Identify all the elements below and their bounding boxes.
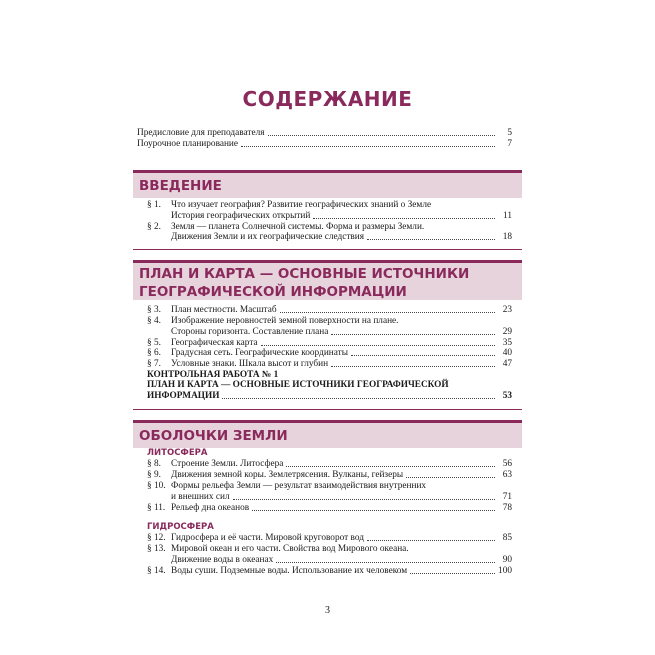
toc-entry: История географических открытий 11 [171,211,512,221]
toc-entry: Стороны горизонта. Составление плана 29 [171,327,512,337]
toc-entry: Географическая карта 35 [171,338,512,348]
section-divider [133,409,522,410]
entry-line: Что изучает география? Развитие географических знаний о Земле [171,200,432,210]
toc-entry: План местности. Масштаб 23 [171,305,512,315]
toc-entry: и внешних сил 71 [171,492,512,502]
toc-entry: Гидросфера и её части. Мировой круговорот вод 85 [171,533,512,543]
toc-entry-test: ИНФОРМАЦИИ 53 [147,391,512,401]
paragraph-number: § 11. [147,503,166,513]
page-number: 3 [325,605,330,616]
toc-entry: Движения земной коры. Землетрясения. Вулканы, гейзеры 63 [171,470,512,480]
paragraph-number: § 13. [147,544,166,554]
entry-line: Изображение неровностей земной поверхности на плане. [171,316,399,326]
subsection-title-lithosphere: ЛИТОСФЕРА [147,448,208,458]
paragraph-number: § 2. [147,222,161,232]
subsection-title-hydrosphere: ГИДРОСФЕРА [147,522,214,532]
toc-entry-lesson-plan: Поурочное планирование 7 [137,139,512,149]
paragraph-number: § 3. [147,305,161,315]
section-header-plan-and-map: ПЛАН И КАРТА — ОСНОВНЫЕ ИСТОЧНИКИ ГЕОГРАФИЧЕСКОЙ ИНФОРМАЦИИ [133,260,522,300]
toc-entry-foreword: Предисловие для преподавателя 5 [137,128,512,138]
toc-entry: Строение Земли. Литосфера 56 [171,459,512,469]
entry-line: Земля — планета Солнечной системы. Форма и размеры Земли. [171,222,425,232]
paragraph-number: § 1. [147,200,161,210]
section-divider [133,249,522,250]
paragraph-number: § 7. [147,359,161,369]
paragraph-number: § 9. [147,470,161,480]
paragraph-number: § 4. [147,316,161,326]
toc-entry: Движение воды в океанах 90 [171,555,512,565]
toc-entry: Условные знаки. Шкала высот и глубин 47 [171,359,512,369]
test-title: КОНТРОЛЬНАЯ РАБОТА № 1 [147,370,279,380]
paragraph-number: § 10. [147,481,166,491]
toc-entry: Воды суши. Подземные воды. Использование их человеком 100 [171,566,512,576]
toc-entry: Движения Земли и их географические следствия 18 [171,232,512,242]
paragraph-number: § 14. [147,566,166,576]
paragraph-number: § 8. [147,459,161,469]
paragraph-number: § 5. [147,338,161,348]
paragraph-number: § 6. [147,348,161,358]
toc-entry: Рельеф дна океанов 78 [171,503,512,513]
section-header-introduction: ВВЕДЕНИЕ [133,170,522,198]
paragraph-number: § 12. [147,533,166,543]
entry-line: Формы рельефа Земли — результат взаимодействия внутренних [171,481,427,491]
section-header-earth-shells: ОБОЛОЧКИ ЗЕМЛИ [133,420,522,448]
page-title: СОДЕРЖАНИЕ [242,87,413,111]
entry-line: Мировой океан и его части. Свойства вод Мирового океана. [171,544,409,554]
toc-entry: Градусная сеть. Географические координаты 40 [171,348,512,358]
test-subtitle: ПЛАН И КАРТА — ОСНОВНЫЕ ИСТОЧНИКИ ГЕОГРАФИЧЕСКОЙ [147,380,449,390]
